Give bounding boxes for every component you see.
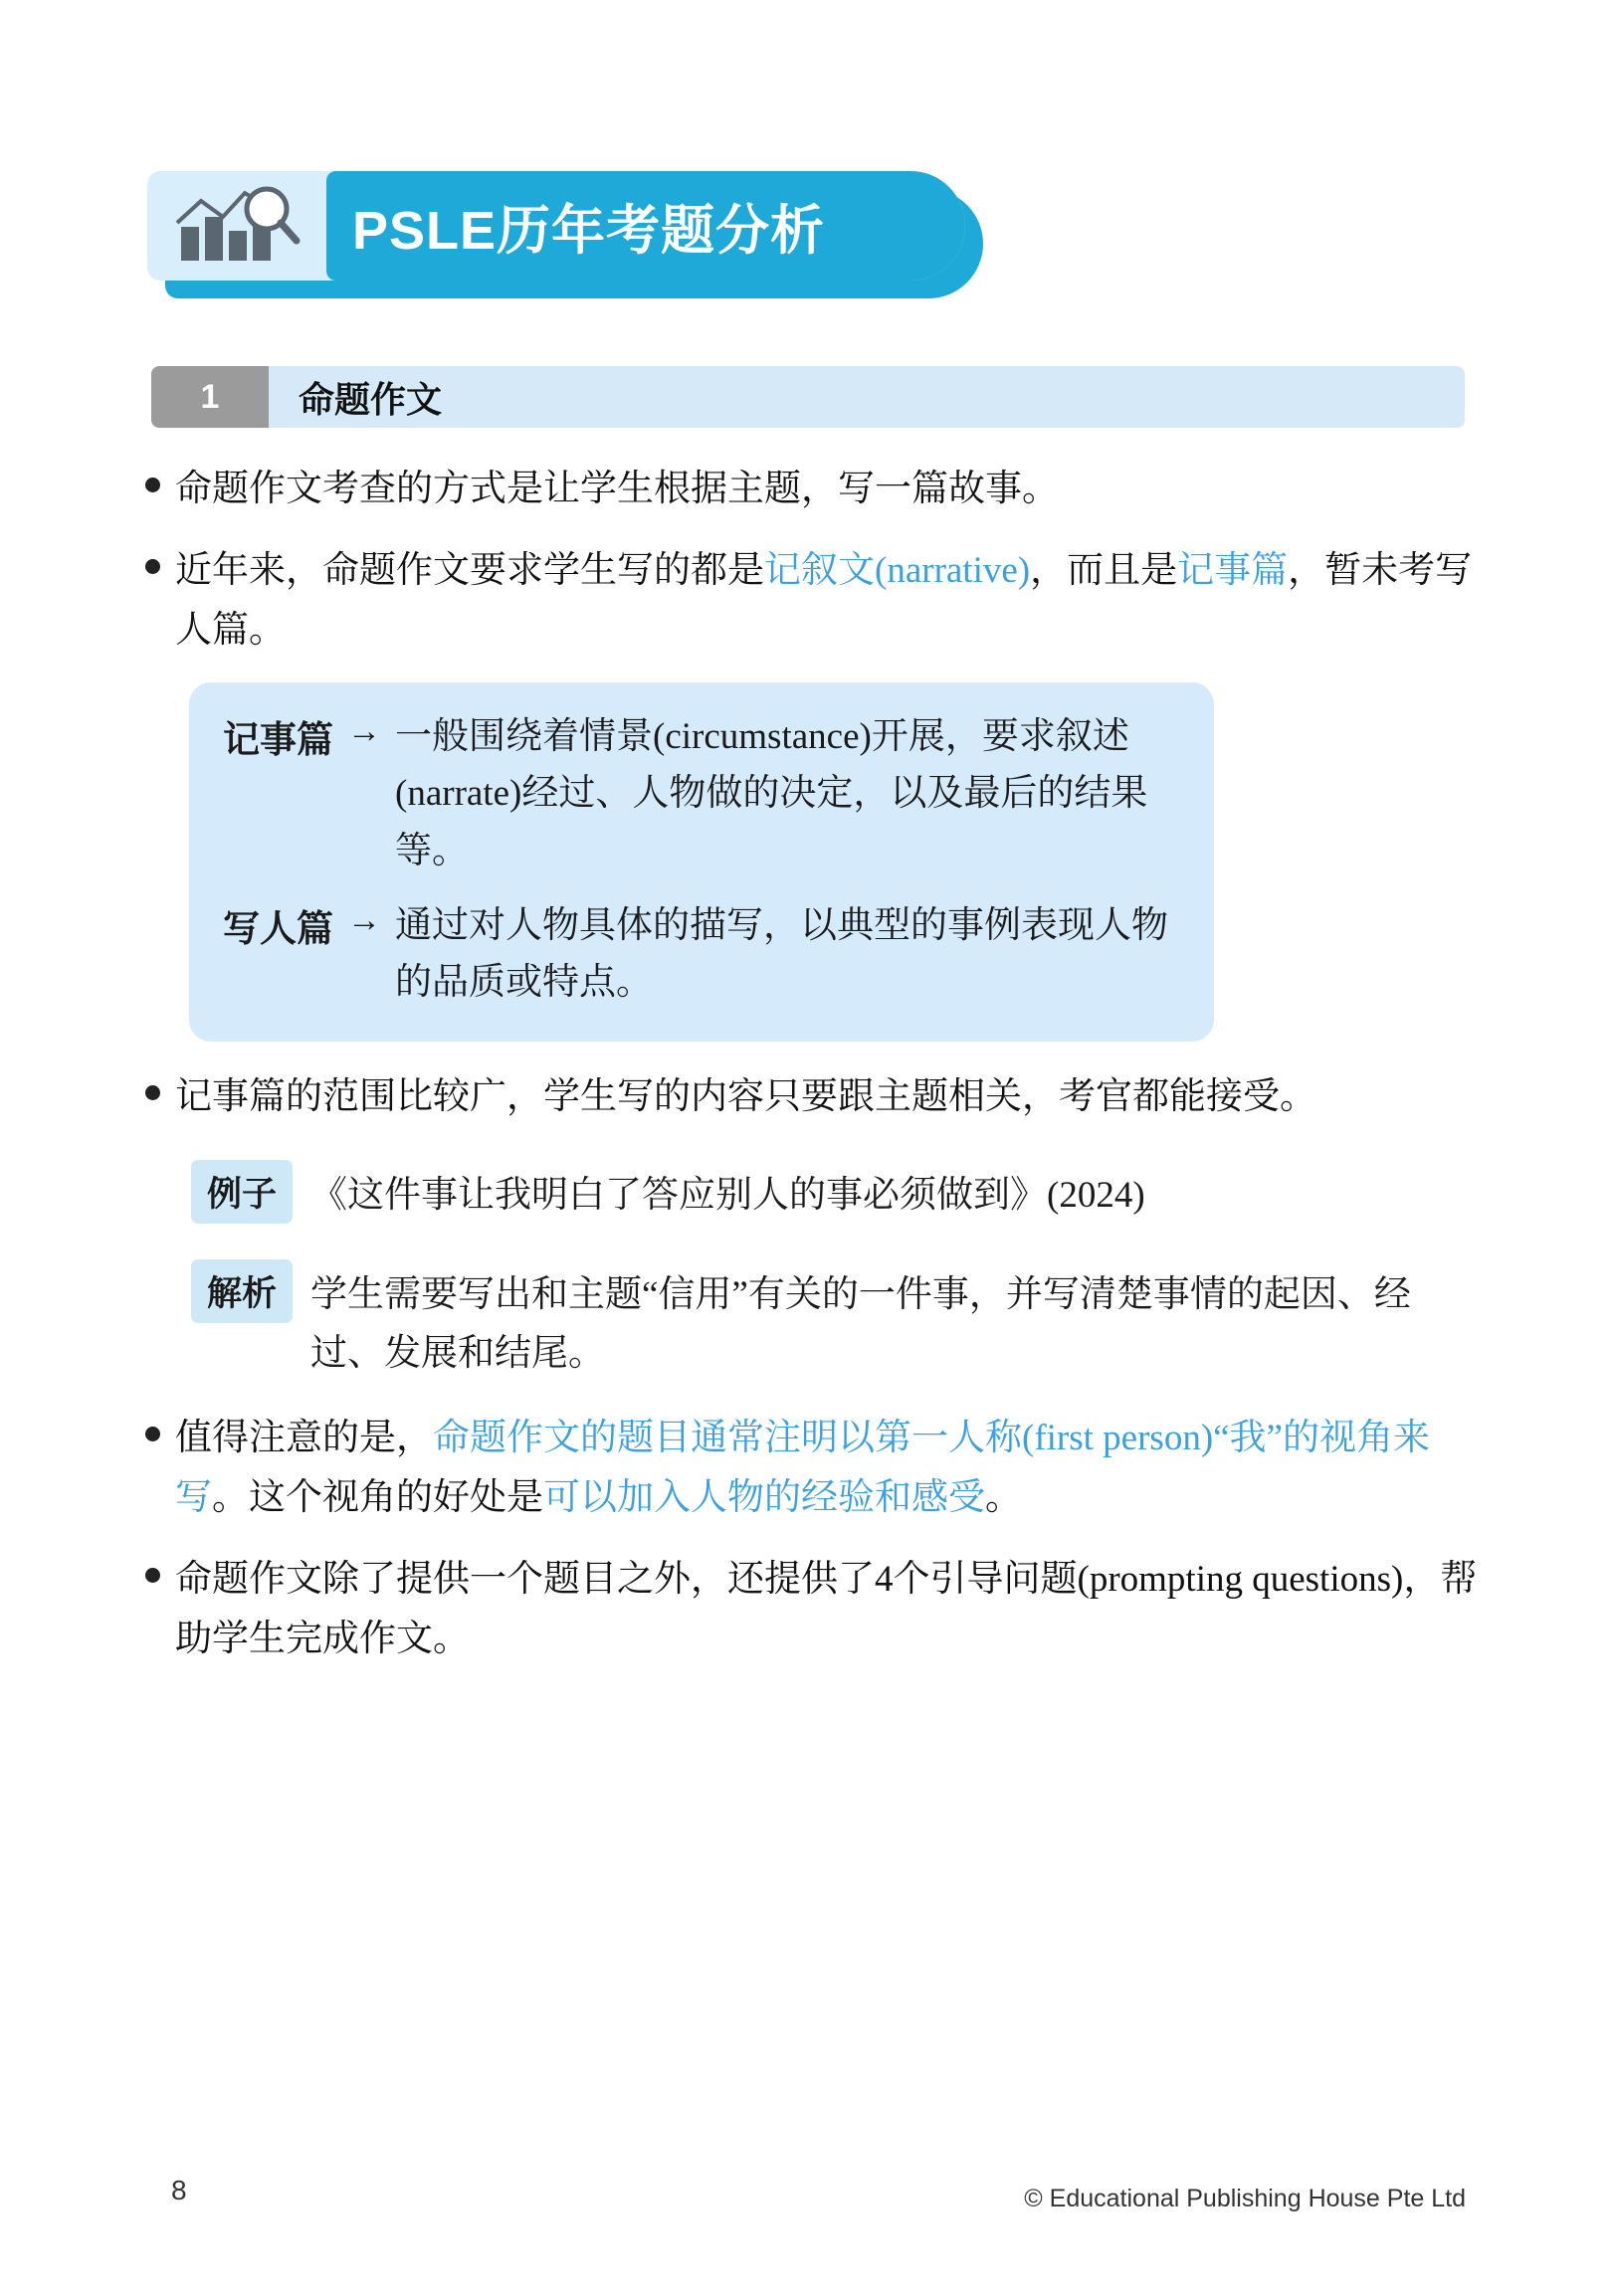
content-body — [129, 460, 1483, 1691]
bullet-icon — [129, 1409, 175, 1441]
bullet-icon — [129, 1067, 175, 1100]
bullet-segment: 。这个视角的好处是 — [212, 1476, 543, 1518]
copyright-notice: © Educational Publishing House Pte Ltd — [1024, 2185, 1466, 2212]
arrow-right-icon: → — [347, 711, 381, 750]
page-banner — [147, 171, 983, 298]
bar-chart-magnifier-icon — [147, 171, 326, 281]
info-box-label: 记事篇 — [223, 719, 333, 761]
analysis-row — [191, 1259, 1483, 1383]
bullet-segment-highlight: 记事篇 — [1177, 549, 1289, 591]
bullet-segment: 命题作文考查的方式是让学生根据主题，写一篇故事。 — [175, 469, 1059, 509]
example-text: 《这件事让我明白了答应别人的事必须做到》(2024) — [310, 1175, 1145, 1217]
section-title: 命题作文 — [299, 378, 443, 420]
bullet-text — [175, 541, 1483, 661]
bullet-icon — [129, 541, 175, 574]
arrow-right-icon: → — [347, 900, 381, 939]
bullet-segment: ，暂未考写人篇。 — [175, 549, 1473, 651]
example-row — [191, 1160, 1483, 1225]
bullet-segment-highlight: 可以加入人物的经验和感受 — [543, 1476, 985, 1518]
banner-main — [147, 171, 965, 281]
example-tag: 例子 — [191, 1160, 293, 1224]
section-heading — [151, 366, 1465, 428]
info-box — [189, 682, 1214, 1042]
bullet-segment-highlight: 命题作文的题目通常注明以第一人称(first person)“我”的视角来写 — [175, 1418, 1430, 1518]
info-box-line — [223, 708, 1180, 879]
bullet-segment: 。 — [985, 1476, 1022, 1518]
bullet-segment: ，而且是 — [1030, 549, 1178, 591]
info-box-text: 通过对人物具体的描写，以典型的事例表现人物的品质或特点。 — [395, 904, 1168, 1004]
analysis-text: 学生需要写出和主题“信用”有关的一件事，并写清楚事情的起因、经过、发展和结尾。 — [310, 1273, 1411, 1374]
page-number: 8 — [171, 2175, 187, 2205]
info-box-text: 一般围绕着情景(circumstance)开展，要求叙述(narrate)经过、人物做的决定，以及最后的结果等。 — [395, 715, 1148, 871]
info-box-line — [223, 897, 1180, 1012]
page-title: PSLE历年考题分析 — [326, 171, 965, 281]
bullet-icon — [129, 460, 175, 492]
list-item — [129, 1550, 1483, 1669]
bullet-segment-highlight: 记叙文(narrative) — [764, 549, 1031, 591]
list-item — [129, 541, 1483, 661]
section-number: 1 — [151, 366, 269, 428]
bullet-text — [175, 460, 1483, 519]
bullet-text: 命题作文除了提供一个题目之外，还提供了4个引导问题(prompting questions)，帮助学生完成作文。 — [175, 1558, 1478, 1659]
bullet-text — [175, 1409, 1483, 1528]
list-item — [129, 1067, 1483, 1127]
list-item — [129, 460, 1483, 519]
analysis-tag: 解析 — [191, 1259, 293, 1323]
bullet-text: 记事篇的范围比较广，学生写的内容只要跟主题相关，考官都能接受。 — [175, 1075, 1316, 1117]
bullet-segment: 近年来，命题作文要求学生写的都是 — [175, 549, 764, 591]
info-box-label: 写人篇 — [223, 908, 333, 950]
bullet-icon — [129, 1550, 175, 1583]
bullet-segment: 值得注意的是， — [175, 1418, 433, 1459]
list-item — [129, 1409, 1483, 1528]
